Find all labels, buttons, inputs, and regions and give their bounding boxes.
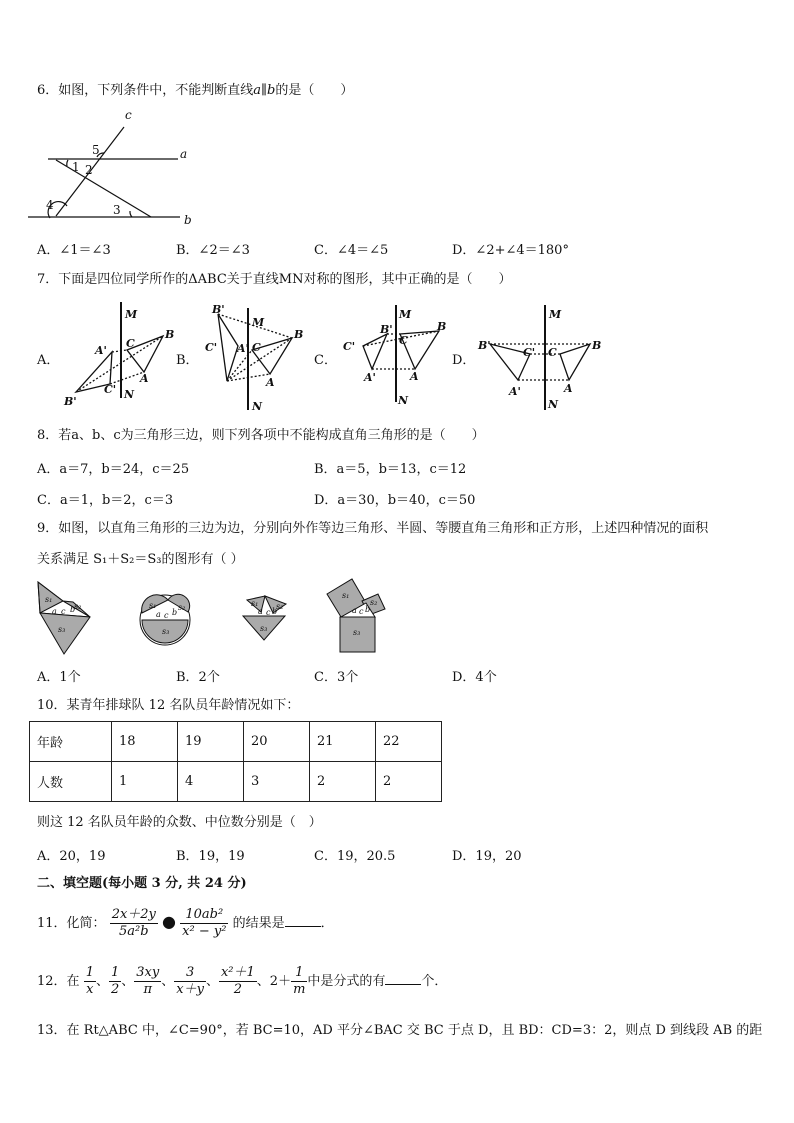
svg-text:A': A' xyxy=(509,385,521,398)
q7-option-d: D． xyxy=(452,353,476,368)
svg-text:C: C xyxy=(548,346,557,359)
svg-text:b: b xyxy=(172,608,178,617)
svg-text:s₃: s₃ xyxy=(260,624,268,633)
svg-text:B': B' xyxy=(380,323,393,336)
svg-text:B: B xyxy=(437,320,447,333)
svg-text:A: A xyxy=(410,370,419,383)
q10-followup: 则这 12 名队员年龄的众数、中位数分别是（ ） xyxy=(37,815,322,830)
svg-text:c: c xyxy=(61,607,66,616)
q10-option-d: D．19，20 xyxy=(452,849,522,864)
q11: 11．化简： $\frac{2x+2y}{\text{5a²b}}$ ● $\frac{\text{10ab²}}{\text{x² − y²}}$ 的结果是 ． xyxy=(37,907,334,939)
q10-option-b: B．19，19 xyxy=(176,849,245,864)
label-a: a xyxy=(180,147,188,161)
svg-text:N: N xyxy=(252,400,263,413)
svg-text:b: b xyxy=(70,605,76,614)
svg-text:A': A' xyxy=(95,344,107,357)
svg-text:a: a xyxy=(52,607,57,616)
q9-option-d: D．4个 xyxy=(452,670,497,685)
q6-option-c: C．∠4＝∠5 xyxy=(314,243,389,258)
q6-option-d: D．∠2+∠4＝180° xyxy=(452,243,569,258)
angle-2: 2 xyxy=(85,163,93,177)
angle-1: 1 xyxy=(72,160,80,174)
svg-text:b: b xyxy=(365,605,371,614)
svg-text:M: M xyxy=(252,316,265,329)
q7-stem: 7．下面是四位同学所作的ΔABC关于直线MN对称的图形，其中正确的是（ ） xyxy=(37,272,512,287)
svg-text:s₂: s₂ xyxy=(370,598,378,607)
table-cell: 年龄 xyxy=(30,722,112,762)
q10-stem: 10．某青年排球队 12 名队员年龄情况如下： xyxy=(37,698,300,713)
svg-text:a: a xyxy=(352,606,357,615)
angle-3: 3 xyxy=(113,203,121,217)
svg-text:s₃: s₃ xyxy=(162,627,170,636)
svg-text:B': B' xyxy=(478,339,491,352)
svg-text:B: B xyxy=(592,339,602,352)
table-cell: 18 xyxy=(112,722,178,762)
section-title: 二、填空题(每小题 3 分, 共 24 分) xyxy=(37,876,247,891)
svg-text:s₁: s₁ xyxy=(45,595,53,604)
angle-5: 5 xyxy=(92,143,100,157)
table-cell: 4 xyxy=(178,762,244,802)
svg-text:s₃: s₃ xyxy=(353,628,361,637)
svg-text:N: N xyxy=(398,394,409,407)
table-row xyxy=(30,722,442,762)
svg-text:c: c xyxy=(164,611,169,620)
svg-text:B: B xyxy=(165,328,175,341)
q8-stem: 8．若a、b、c为三角形三边，则下列各项中不能构成直角三角形的是（ ） xyxy=(37,428,485,443)
q11-answer-blank[interactable] xyxy=(285,914,321,927)
q8-option-b: B．a＝5，b＝13，c＝12 xyxy=(314,462,467,477)
q12-answer-blank[interactable] xyxy=(385,972,421,985)
q8-option-c: C．a＝1，b＝2，c＝3 xyxy=(37,493,174,508)
q11-fraction-1: $\frac{2x+2y}{\text{5a²b}}$ xyxy=(111,907,156,939)
svg-text:N: N xyxy=(124,388,135,401)
svg-text:c: c xyxy=(266,608,271,617)
svg-text:B': B' xyxy=(212,303,225,316)
table-cell: 2 xyxy=(376,762,442,802)
table-cell: 3 xyxy=(244,762,310,802)
table-cell: 2 xyxy=(310,762,376,802)
svg-text:C': C' xyxy=(205,341,218,354)
table-cell: 22 xyxy=(376,722,442,762)
svg-text:C: C xyxy=(126,337,135,350)
svg-text:s₁: s₁ xyxy=(149,601,157,610)
svg-text:s₂: s₂ xyxy=(74,602,82,611)
svg-text:c: c xyxy=(359,607,364,616)
svg-text:C: C xyxy=(399,334,408,347)
q7-option-a: A． xyxy=(37,353,60,368)
q9-option-c: C．3个 xyxy=(314,670,359,685)
svg-text:B': B' xyxy=(64,395,77,408)
q9-option-b: B．2个 xyxy=(176,670,220,685)
q10-option-a: A．20，19 xyxy=(37,849,106,864)
svg-text:s₃: s₃ xyxy=(58,625,66,634)
q6-option-b: B．∠2＝∠3 xyxy=(176,243,250,258)
svg-text:C': C' xyxy=(104,383,117,396)
q12: 12．在 $\frac{1}{x}$ 、 $\frac{1}{2}$ 、 $\frac{3xy}{\pi}$ 、 $\frac{3}{x+y}$ 、 $\frac{\text{x²＋1}}{2}$ 、2＋ $\frac{1}{m}$ 中是分式的有 个． xyxy=(37,965,448,997)
svg-text:A: A xyxy=(266,376,275,389)
svg-text:s₂: s₂ xyxy=(178,603,186,612)
label-c: c xyxy=(125,108,132,122)
q9-stem-line2: 关系满足 S₁＋S₂＝S₃的图形有（ ） xyxy=(37,552,244,567)
svg-text:C': C' xyxy=(523,346,536,359)
svg-text:C': C' xyxy=(343,340,356,353)
table-cell: 1 xyxy=(112,762,178,802)
svg-text:B: B xyxy=(294,328,304,341)
age-table xyxy=(29,721,442,802)
table-cell: 人数 xyxy=(30,762,112,802)
svg-text:M: M xyxy=(125,308,138,321)
table-row xyxy=(30,762,442,802)
svg-text:s₁: s₁ xyxy=(342,591,350,600)
svg-text:N: N xyxy=(548,398,559,411)
svg-text:s₁: s₁ xyxy=(251,599,259,608)
q8-option-d: D．a＝30，b＝40，c＝50 xyxy=(314,493,476,508)
q8-option-a: A．a＝7，b＝24，c＝25 xyxy=(37,462,190,477)
label-b: b xyxy=(184,213,192,227)
svg-text:A: A xyxy=(564,382,573,395)
table-cell: 21 xyxy=(310,722,376,762)
svg-text:b: b xyxy=(272,607,278,616)
svg-text:M: M xyxy=(549,308,562,321)
q10-option-c: C．19，20.5 xyxy=(314,849,396,864)
table-cell: 20 xyxy=(244,722,310,762)
svg-text:a: a xyxy=(258,607,263,616)
svg-text:C: C xyxy=(252,341,261,354)
q7-option-c: C． xyxy=(314,353,337,368)
q6-option-a: A．∠1＝∠3 xyxy=(37,243,111,258)
svg-text:A': A' xyxy=(364,371,376,384)
q7-option-b: B． xyxy=(176,353,199,368)
svg-text:A: A xyxy=(140,372,149,385)
svg-text:a: a xyxy=(156,610,161,619)
q9-option-a: A．1个 xyxy=(37,670,81,685)
svg-text:M: M xyxy=(399,308,412,321)
q6-stem: 6．如图，下列条件中，不能判断直线a∥b的是（ ） xyxy=(37,83,354,98)
q13-stem: 13．在 Rt△ABC 中，∠C=90°，若 BC=10，AD 平分∠BAC 交 BC 于点 D，且 BD：CD=3：2，则点 D 到线段 AB 的距 xyxy=(37,1023,763,1038)
q11-fraction-2: $\frac{\text{10ab²}}{\text{x² − y²}}$ xyxy=(182,907,227,939)
svg-text:A': A' xyxy=(237,342,249,355)
angle-4: 4 xyxy=(46,198,54,212)
svg-text:s₂: s₂ xyxy=(276,602,284,611)
table-cell: 19 xyxy=(178,722,244,762)
q9-stem-line1: 9．如图，以直角三角形的三边为边，分别向外作等边三角形、半圆、等腰直角三角形和正方形，上述四种情况的面积 xyxy=(37,521,709,536)
